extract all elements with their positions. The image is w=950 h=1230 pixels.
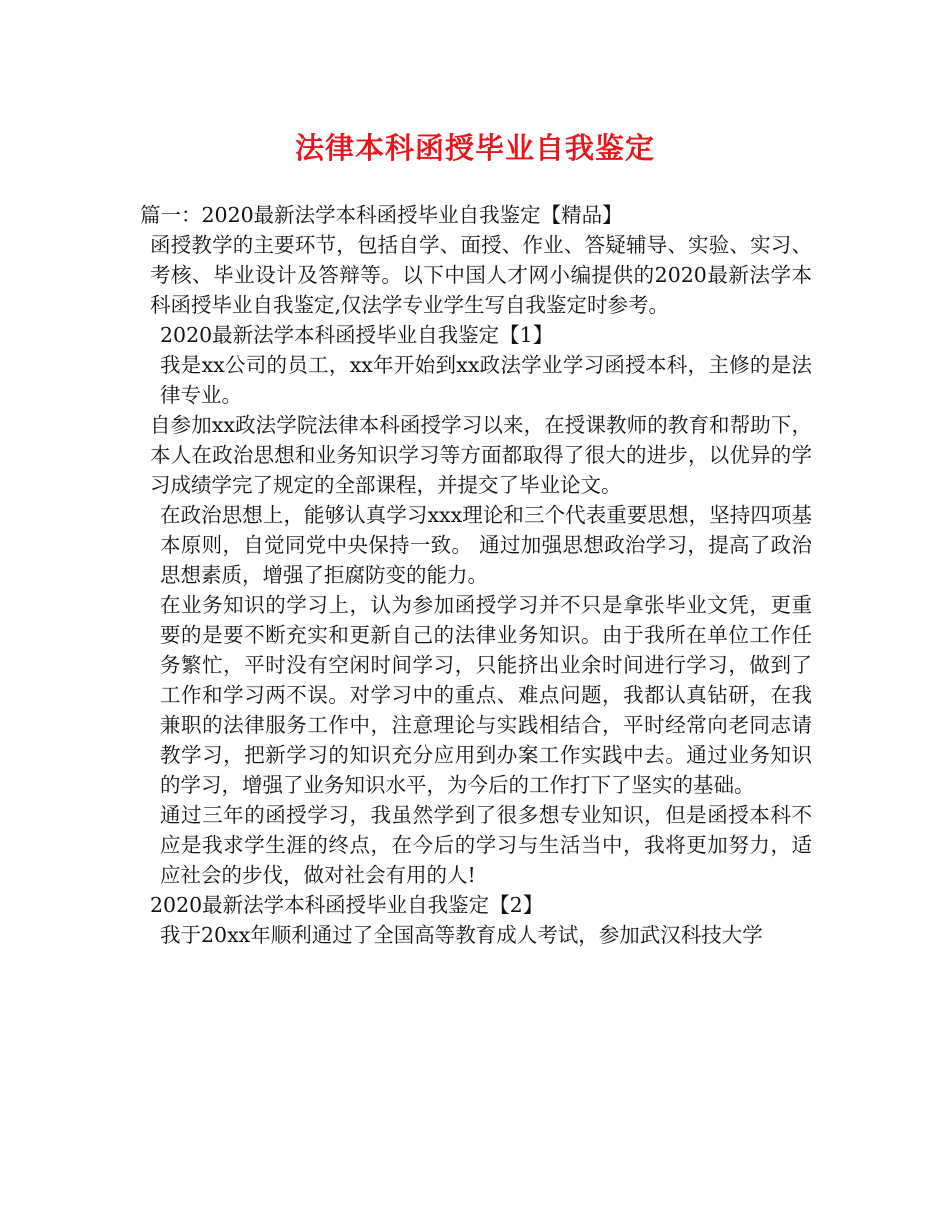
paragraph-6: 我于20xx年顺利通过了全国高等教育成人考试，参加武汉科技大学: [160, 923, 763, 947]
paragraph-intro: 函授教学的主要环节，包括自学、面授、作业、答疑辅导、实验、实习、考核、毕业设计及答辩等。以下中国人才网小编提供的2020最新法学本科函授毕业自我鉴定,仅法学专业学生写自我鉴定时参考。: [150, 233, 812, 317]
section-heading-1: 篇一：2020最新法学本科函授毕业自我鉴定【精品】: [140, 203, 623, 227]
subheading-2: 2020最新法学本科函授毕业自我鉴定【2】: [150, 893, 544, 917]
paragraph-4: 在业务知识的学习上，认为参加函授学习并不只是拿张毕业文凭，更重要的是要不断充实和更新自己的法律业务知识。由于我所在单位工作任务繁忙，平时没有空闲时间学习，只能挤出业余时间进行学习，做到了工作和学习两不误。对学习中的重点、难点问题，我都认真钻研，在我兼职的法律服务工作中，注意理论与实践相结合，平时经常向老同志请教学习，把新学习的知识充分应用到办案工作实践中去。通过业务知识的学习，增强了业务知识水平，为今后的工作打下了坚实的基础。: [160, 593, 812, 797]
paragraph-3: 在政治思想上，能够认真学习xxx理论和三个代表重要思想，坚持四项基本原则，自觉同党中央保持一致。 通过加强思想政治学习，提高了政治思想素质，增强了拒腐防变的能力。: [160, 503, 812, 587]
subheading-1: 2020最新法学本科函授毕业自我鉴定【1】: [160, 323, 554, 347]
paragraph-2: 自参加xx政法学院法律本科函授学习以来，在授课教师的教育和帮助下，本人在政治思想和业务知识学习等方面都取得了很大的进步，以优异的学习成绩学完了规定的全部课程，并提交了毕业论文。: [150, 413, 812, 497]
document-title: 法律本科函授毕业自我鉴定: [294, 131, 655, 165]
paragraph-1: 我是xx公司的员工，xx年开始到xx政法学业学习函授本科，主修的是法律专业。: [160, 353, 812, 407]
paragraph-5: 通过三年的函授学习，我虽然学到了很多想专业知识，但是函授本科不应是我求学生涯的终点，在今后的学习与生活当中，我将更加努力，适应社会的步伐，做对社会有用的人!: [160, 803, 812, 887]
document-body: [140, 200, 812, 950]
